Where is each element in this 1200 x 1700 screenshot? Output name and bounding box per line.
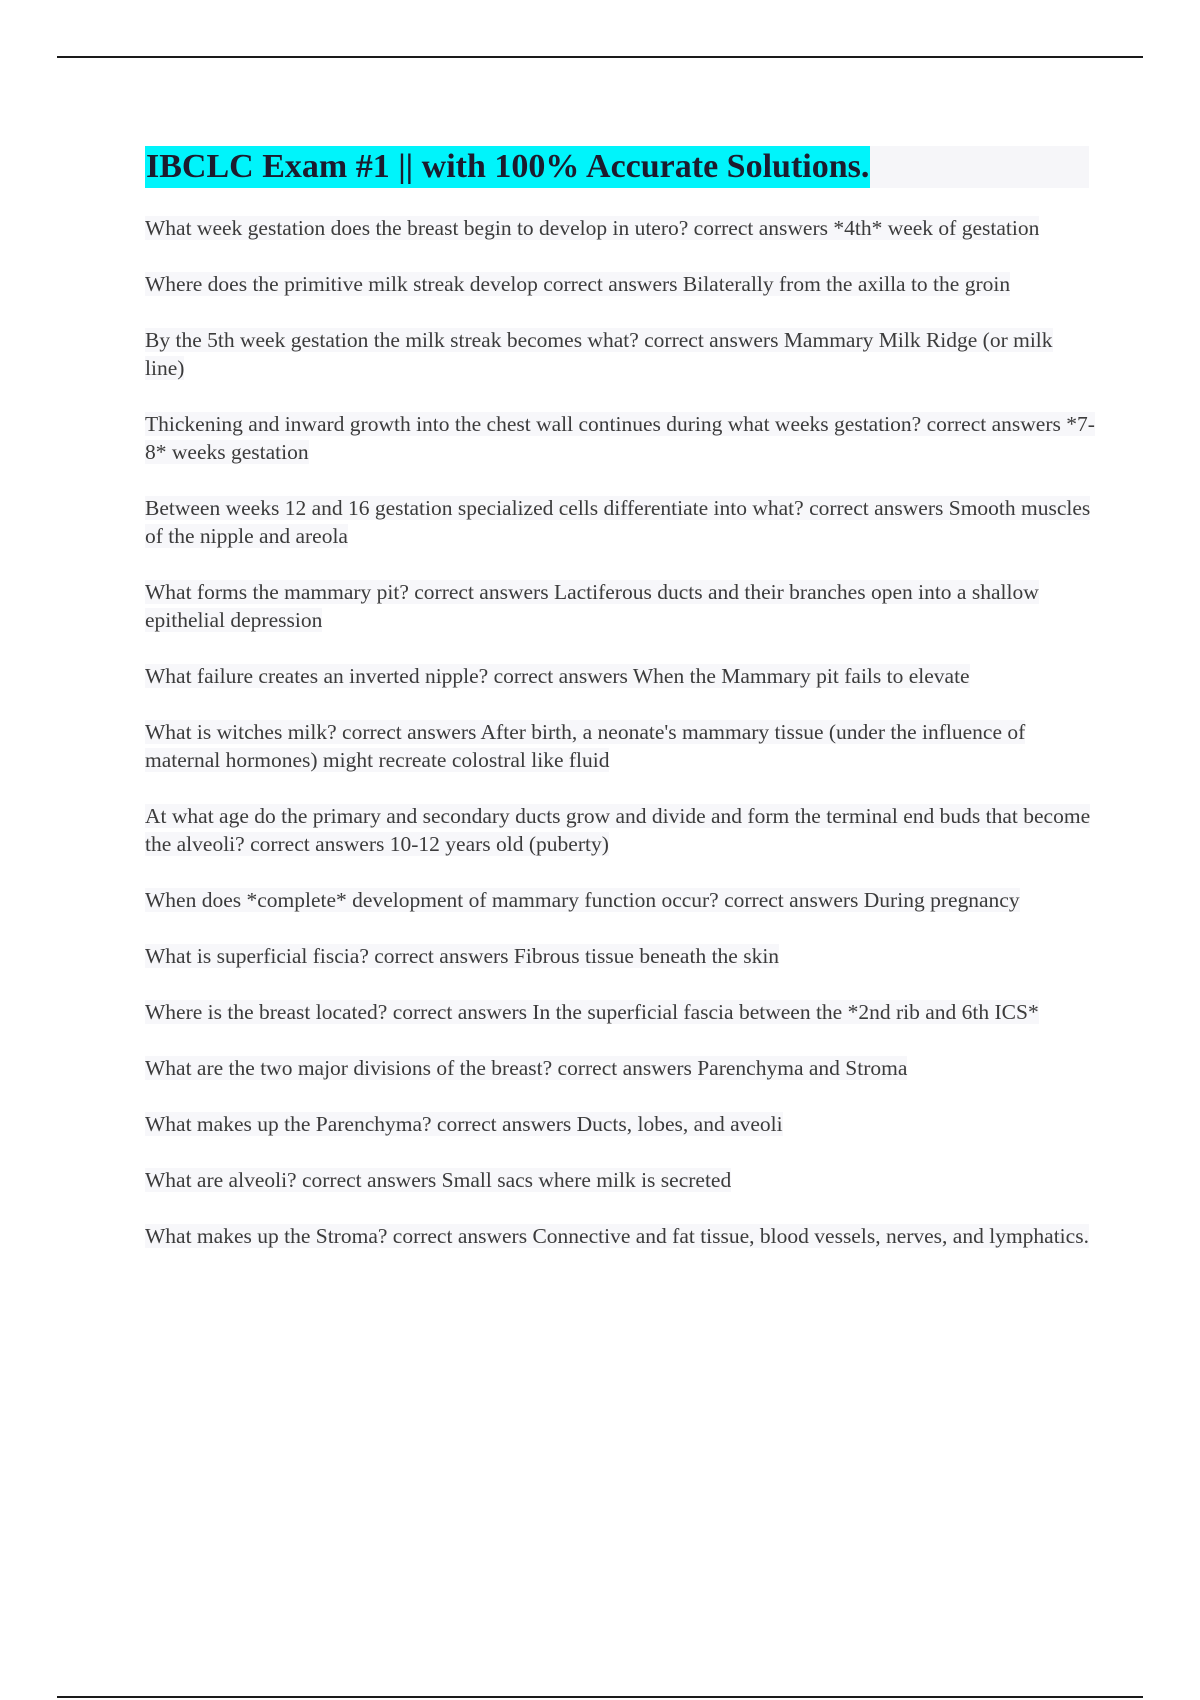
top-rule [57,56,1143,58]
qa-item [145,326,1095,382]
qa-text: What failure creates an inverted nipple? correct answers When the Mammary pit fails to elevate [145,664,970,688]
qa-text: What is witches milk? correct answers After birth, a neonate's mammary tissue (under the influence of maternal hormones) might recreate colostral like fluid [145,720,1026,772]
qa-text: What week gestation does the breast begin to develop in utero? correct answers *4th* week of gestation [145,216,1040,240]
qa-text: Where is the breast located? correct answers In the superficial fascia between the *2nd rib and 6th ICS* [145,1000,1039,1024]
qa-item [145,1110,1095,1138]
qa-item [145,998,1095,1026]
document-title: IBCLC Exam #1 || with 100% Accurate Solutions. [145,146,870,188]
qa-item [145,886,1095,914]
qa-text: At what age do the primary and secondary ducts grow and divide and form the terminal end buds that become the alveoli? correct answers 10-12 years old (puberty) [145,804,1091,856]
qa-text: What is superficial fiscia? correct answers Fibrous tissue beneath the skin [145,944,780,968]
qa-text: What are the two major divisions of the breast? correct answers Parenchyma and Stroma [145,1056,908,1080]
qa-item [145,410,1095,466]
qa-item [145,578,1095,634]
qa-item [145,942,1095,970]
qa-text: What are alveoli? correct answers Small sacs where milk is secreted [145,1168,732,1192]
qa-text: Between weeks 12 and 16 gestation specialized cells differentiate into what? correct answers Smooth muscles of the nipple and areola [145,496,1091,548]
qa-item [145,718,1095,774]
qa-item [145,1054,1095,1082]
qa-list [145,214,1095,1278]
qa-item [145,802,1095,858]
qa-text: Thickening and inward growth into the chest wall continues during what weeks gestation? correct answers *7-8* weeks gestation [145,412,1095,464]
qa-item [145,214,1095,242]
qa-item [145,494,1095,550]
qa-text: What forms the mammary pit? correct answers Lactiferous ducts and their branches open into a shallow epithelial depression [145,580,1039,632]
qa-text: What makes up the Stroma? correct answers Connective and fat tissue, blood vessels, nerves, and lymphatics. [145,1224,1089,1248]
qa-text: When does *complete* development of mammary function occur? correct answers During pregnancy [145,888,1020,912]
qa-item [145,1166,1095,1194]
qa-text: By the 5th week gestation the milk streak becomes what? correct answers Mammary Milk Ridge (or milk line) [145,328,1053,380]
qa-item [145,662,1095,690]
qa-text: What makes up the Parenchyma? correct answers Ducts, lobes, and aveoli [145,1112,783,1136]
qa-item [145,1222,1095,1250]
qa-item [145,270,1095,298]
qa-text: Where does the primitive milk streak develop correct answers Bilaterally from the axilla to the groin [145,272,1011,296]
bottom-rule [57,1696,1143,1698]
